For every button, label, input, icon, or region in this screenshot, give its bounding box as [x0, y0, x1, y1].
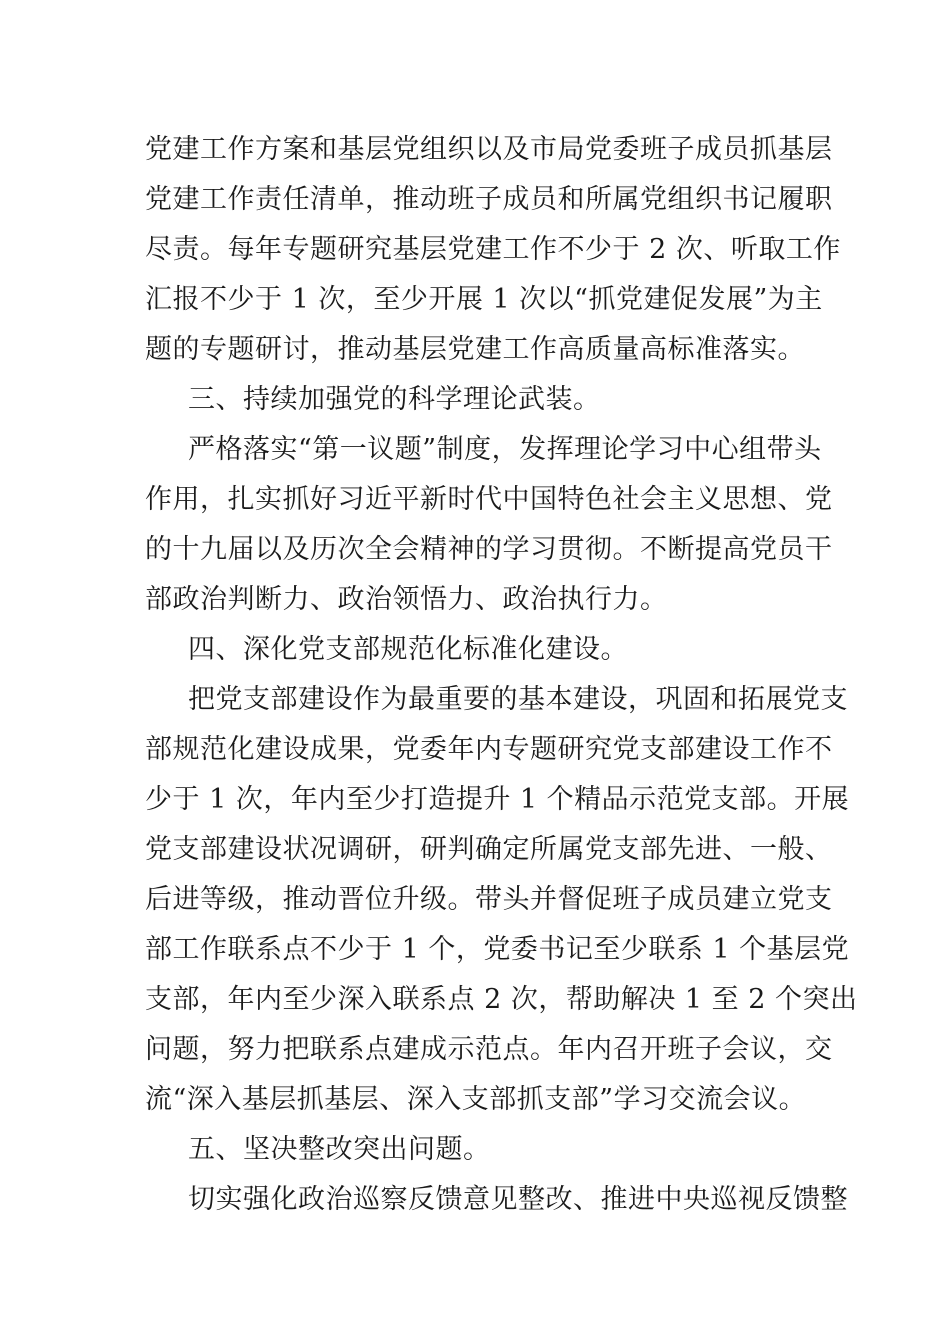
paragraph-line: 作用，扎实抓好习近平新时代中国特色社会主义思想、党 [145, 484, 833, 515]
paragraph-line: 部政治判断力、政治领悟力、政治执行力。 [145, 584, 668, 615]
section-heading: 三、持续加强党的科学理论武装。 [188, 384, 601, 415]
paragraph-line: 部工作联系点不少于 1 个，党委书记至少联系 1 个基层党 [145, 934, 850, 965]
paragraph-line: 题的专题研讨，推动基层党建工作高质量高标准落实。 [145, 334, 805, 365]
paragraph-line: 切实强化政治巡察反馈意见整改、推进中央巡视反馈整 [188, 1184, 848, 1215]
paragraph-line: 问题，努力把联系点建成示范点。年内召开班子会议，交 [145, 1034, 833, 1065]
paragraph-line: 支部，年内至少深入联系点 2 次，帮助解决 1 至 2 个突出 [145, 984, 858, 1015]
paragraph-line: 严格落实“第一议题”制度，发挥理论学习中心组带头 [188, 434, 822, 465]
paragraph-line: 把党支部建设作为最重要的基本建设，巩固和拓展党支 [188, 684, 848, 715]
paragraph-line: 党建工作责任清单，推动班子成员和所属党组织书记履职 [145, 184, 833, 215]
paragraph-line: 流“深入基层抓基层、深入支部抓支部”学习交流会议。 [145, 1084, 807, 1115]
paragraph-line: 部规范化建设成果，党委年内专题研究党支部建设工作不 [145, 734, 833, 765]
paragraph-line: 尽责。每年专题研究基层党建工作不少于 2 次、听取工作 [145, 234, 841, 265]
paragraph-line: 的十九届以及历次全会精神的学习贯彻。不断提高党员干 [145, 534, 833, 565]
paragraph-line: 后进等级，推动晋位升级。带头并督促班子成员建立党支 [145, 884, 833, 915]
paragraph-line: 汇报不少于 1 次，至少开展 1 次以“抓党建促发展”为主 [145, 284, 823, 315]
section-heading: 五、坚决整改突出问题。 [188, 1134, 491, 1165]
section-heading: 四、深化党支部规范化标准化建设。 [188, 634, 628, 665]
paragraph-line: 党支部建设状况调研，研判确定所属党支部先进、一般、 [145, 834, 833, 865]
paragraph-line: 少于 1 次，年内至少打造提升 1 个精品示范党支部。开展 [145, 784, 850, 815]
paragraph-line: 党建工作方案和基层党组织以及市局党委班子成员抓基层 [145, 134, 833, 165]
